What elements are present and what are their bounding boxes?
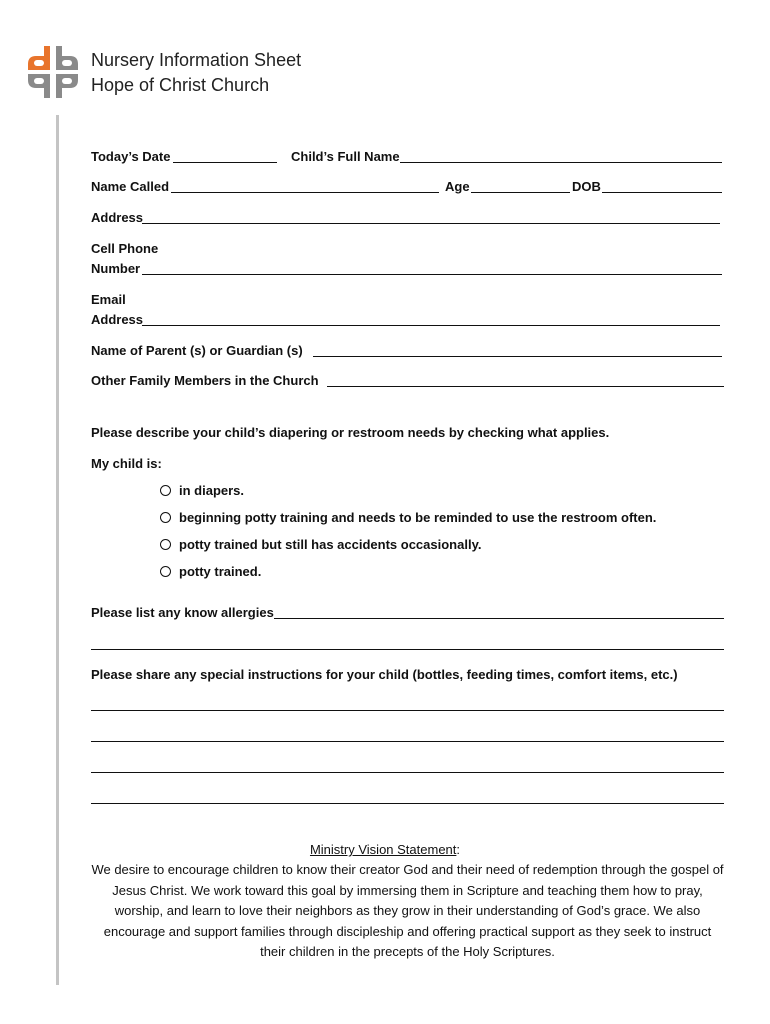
instructions-line-3[interactable] [91, 772, 724, 773]
instructions-line-4[interactable] [91, 803, 724, 804]
age-label: Age [445, 179, 470, 194]
other-family-field[interactable] [327, 386, 724, 387]
radio-circle-icon[interactable] [160, 485, 171, 496]
document-title: Nursery Information Sheet [91, 50, 302, 70]
vision-title: Ministry Vision Statement [309, 842, 457, 857]
instructions-line-1[interactable] [91, 710, 724, 711]
age-field[interactable] [471, 192, 570, 193]
todays-date-field[interactable] [173, 162, 277, 163]
email-label: Email [91, 292, 126, 307]
allergies-field-line-2[interactable] [91, 649, 724, 650]
diapering-question: Please describe your child’s diapering or restroom needs by checking what applies. [91, 425, 610, 440]
other-family-label: Other Family Members in the Church [91, 373, 319, 388]
church-cross-logo-icon [26, 42, 80, 102]
option-label: in diapers. [179, 483, 245, 498]
vision-statement: We desire to encourage children to know their creator God and their need of redemption through the gospel of Jesus Christ. We work toward this goal by immersing them in Scripture and teaching them how to pray, worship, and learn to love their neighbors as they grow in their understanding of God’s grace. We also encourage and support families through discipleship and offering practical support as they seek to instruct their children in the precepts of the Holy Scriptures. [91, 862, 724, 959]
special-instructions-label: Please share any special instructions for your child (bottles, feeding times, comfort items, etc.) [91, 667, 678, 682]
allergies-field[interactable] [274, 618, 724, 619]
address-label: Address [91, 210, 144, 225]
vision-title-colon: : [456, 842, 461, 857]
option-label: potty trained but still has accidents occasionally. [179, 537, 482, 552]
todays-date-label: Today’s Date [91, 149, 171, 164]
my-child-is-label: My child is: [91, 456, 162, 471]
child-full-name-field[interactable] [400, 162, 722, 163]
email-label-2: Address [91, 312, 144, 327]
option-potty-trained-accidents[interactable] [160, 537, 481, 552]
church-name: Hope of Christ Church [91, 75, 270, 95]
dob-label: DOB [572, 179, 601, 194]
radio-circle-icon[interactable] [160, 512, 171, 523]
option-potty-trained[interactable] [160, 564, 261, 579]
address-field[interactable] [142, 223, 720, 224]
child-full-name-label: Child’s Full Name [291, 149, 400, 164]
cell-phone-label: Cell Phone [91, 241, 159, 256]
option-in-diapers[interactable] [160, 483, 244, 498]
email-field[interactable] [142, 325, 720, 326]
radio-circle-icon[interactable] [160, 566, 171, 577]
name-called-field[interactable] [171, 192, 439, 193]
parent-guardian-field[interactable] [313, 356, 722, 357]
allergies-label: Please list any know allergies [91, 605, 274, 620]
radio-circle-icon[interactable] [160, 539, 171, 550]
option-label: beginning potty training and needs to be reminded to use the restroom often. [179, 510, 657, 525]
dob-field[interactable] [602, 192, 722, 193]
option-label: potty trained. [179, 564, 262, 579]
name-called-label: Name Called [91, 179, 170, 194]
parent-guardian-label: Name of Parent (s) or Guardian (s) [91, 343, 303, 358]
cell-phone-field[interactable] [142, 274, 722, 275]
vision-heading [0, 842, 770, 857]
option-beginning-potty-training[interactable] [160, 510, 656, 525]
cell-phone-label-2: Number [91, 261, 141, 276]
instructions-line-2[interactable] [91, 741, 724, 742]
